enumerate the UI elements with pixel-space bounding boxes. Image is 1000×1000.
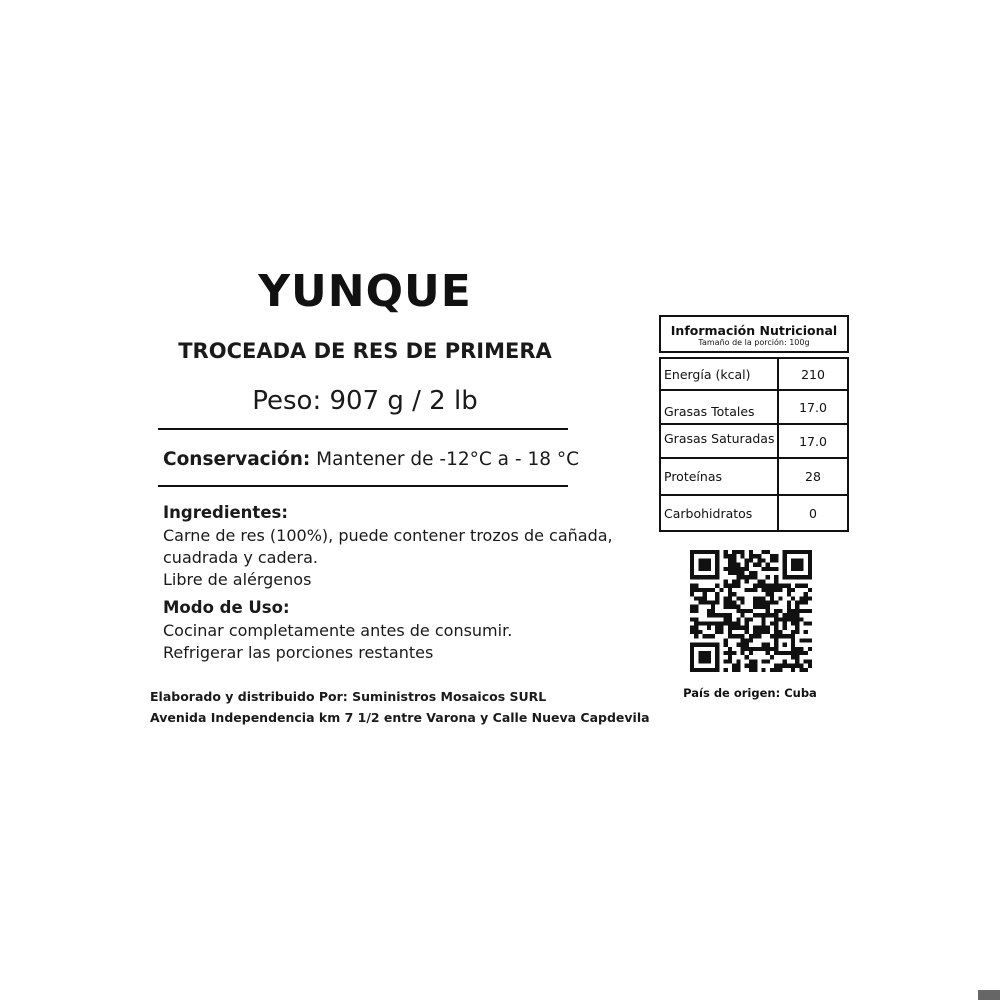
nutrition-label: Grasas Totales	[661, 391, 779, 423]
nutrition-value: 210	[801, 366, 825, 382]
usage-line: Cocinar completamente antes de consumir.	[163, 621, 513, 640]
country-of-origin: País de origen: Cuba	[683, 686, 817, 700]
product-name: TROCEADA DE RES DE PRIMERA	[178, 339, 552, 363]
nutrition-value: 0	[809, 505, 817, 521]
ingredients-line: cuadrada y cadera.	[163, 548, 318, 567]
footer-line: Avenida Independencia km 7 1/2 entre Varona y Calle Nueva Capdevila	[150, 710, 650, 725]
nutrition-title: Información Nutricional	[670, 323, 838, 338]
conservation-value: Mantener de -12°C a - 18 °C	[310, 449, 580, 470]
ingredients-heading: Ingredientes:	[163, 503, 288, 522]
usage-heading: Modo de Uso:	[163, 598, 290, 617]
footer-line: Elaborado y distribuido Por: Suministros Mosaicos SURL	[150, 689, 547, 704]
corner-mark	[978, 990, 1000, 1000]
nutrition-label: Carbohidratos	[661, 496, 779, 530]
product-weight: Peso: 907 g / 2 lb	[252, 386, 478, 416]
divider-bottom	[158, 485, 568, 487]
nutrition-row	[659, 391, 849, 425]
nutrition-row	[659, 357, 849, 391]
usage-line: Refrigerar las porciones restantes	[163, 643, 434, 662]
conservation-text	[163, 449, 579, 470]
nutrition-row	[659, 496, 849, 532]
nutrition-value: 28	[805, 469, 821, 484]
nutrition-row	[659, 459, 849, 496]
nutrition-value: 17.0	[799, 433, 827, 449]
ingredients-line: Carne de res (100%), puede contener trozos de cañada,	[163, 526, 613, 545]
nutrition-label: Energía (kcal)	[661, 359, 779, 389]
nutrition-label: Proteínas	[661, 459, 779, 494]
nutrition-serving: Tamaño de la porción: 100g	[698, 338, 810, 347]
nutrition-value: 17.0	[799, 399, 827, 415]
nutrition-row	[659, 425, 849, 459]
brand-name: YUNQUE	[258, 266, 472, 317]
divider-top	[158, 428, 568, 430]
nutrition-header	[659, 315, 849, 353]
ingredients-line: Libre de alérgenos	[163, 570, 312, 589]
qr-code-icon	[690, 550, 812, 672]
nutrition-label: Grasas Saturadas	[661, 425, 779, 457]
conservation-label: Conservación:	[163, 449, 311, 470]
